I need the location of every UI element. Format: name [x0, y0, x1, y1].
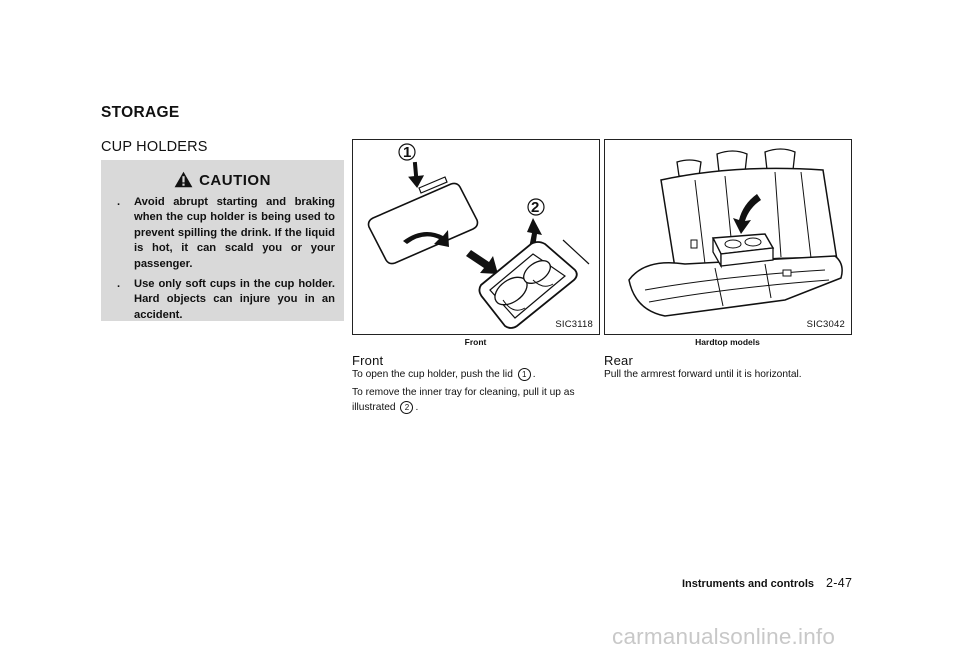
cup-holder-front-illustration	[353, 140, 599, 334]
watermark: carmanualsonline.info	[612, 624, 836, 649]
front-para2-end: .	[415, 401, 419, 413]
front-paragraph-2	[352, 386, 600, 415]
caution-item-text: Use only soft cups in the cup holder. Hard objects can injure you in an accident.	[134, 278, 335, 321]
caution-list	[117, 195, 335, 328]
callout-2: 2	[531, 199, 540, 216]
section-title: STORAGE	[101, 104, 180, 121]
caution-item	[117, 277, 335, 323]
caution-box	[101, 160, 344, 321]
figure-rear	[604, 139, 852, 335]
callout-marker: 2	[400, 401, 413, 414]
front-para2-text: To remove the inner tray for cleaning, pull it up as illustrated	[352, 387, 575, 413]
figure-front	[352, 139, 600, 335]
figure-caption: Front	[464, 337, 487, 347]
rear-armrest-illustration	[605, 140, 851, 334]
page-number: 2-47	[826, 576, 853, 590]
callout-1: 1	[403, 144, 412, 161]
footer-section-label: Instruments and controls	[682, 578, 815, 590]
bullet: .	[117, 196, 121, 208]
front-paragraph-1	[352, 368, 600, 383]
callout-marker: 1	[518, 368, 531, 381]
figure-code: SIC3042	[806, 319, 845, 330]
figure-caption: Hardtop models	[695, 337, 760, 347]
caution-item	[117, 195, 335, 272]
rear-heading: Rear	[604, 353, 633, 368]
warning-icon	[174, 171, 193, 188]
bullet: .	[117, 278, 121, 291]
front-para1-text: To open the cup holder, push the lid	[352, 369, 513, 380]
front-heading: Front	[352, 353, 384, 368]
caution-heading	[101, 171, 344, 189]
caution-item-text: Avoid abrupt starting and braking when the cup holder is being used to prevent spilling the drink. If the liquid is hot, it can scald you or your passenger.	[134, 196, 335, 270]
rear-paragraph: Pull the armrest forward until it is horizontal.	[604, 369, 802, 380]
caution-heading-text: CAUTION	[199, 172, 271, 189]
subsection-title: CUP HOLDERS	[101, 139, 208, 155]
front-para1-end: .	[532, 369, 536, 380]
figure-code: SIC3118	[555, 319, 593, 330]
